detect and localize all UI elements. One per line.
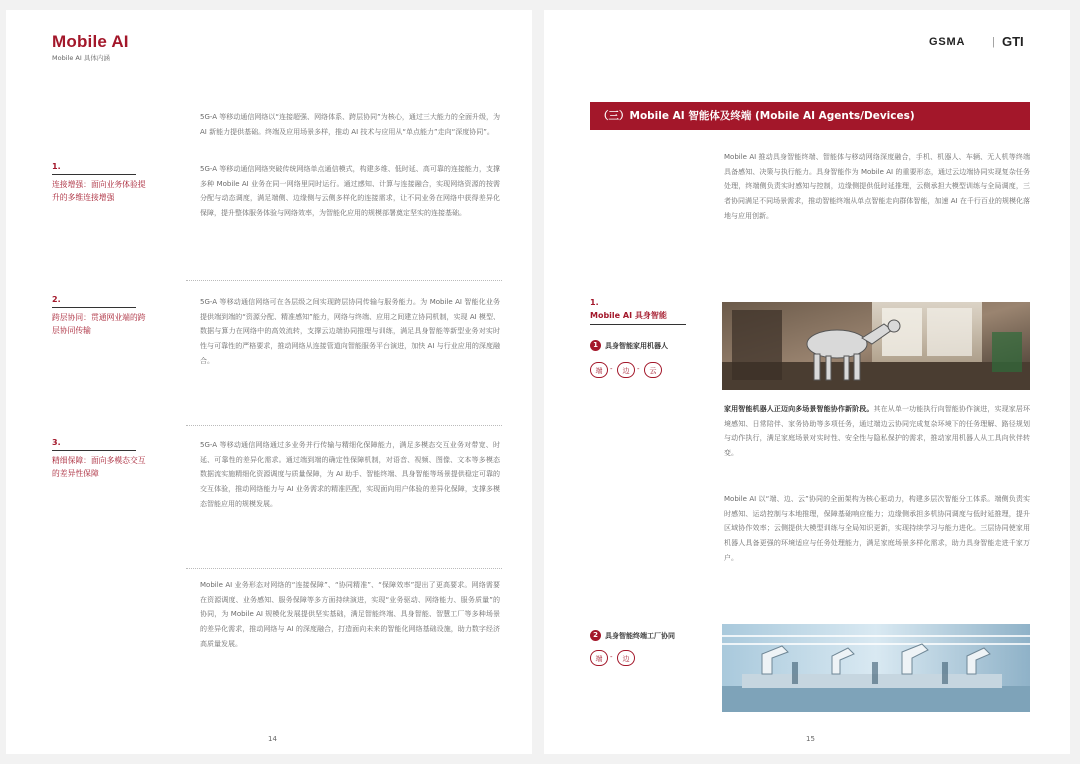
pill-cloud: 云 <box>644 362 662 378</box>
pill-device: 端 <box>590 650 608 666</box>
section-label: 连接增强：面向业务体验提升的多维连接增强 <box>52 180 146 202</box>
section-number: 1. <box>52 162 61 171</box>
section-number: 3. <box>52 438 61 447</box>
brand-separator: | <box>992 36 995 48</box>
item-lead: 家用智能机器人正迈向多场景智能协作新阶段。 <box>724 405 874 413</box>
section-paragraph: 5G-A 等移动通信网络突破传统网络单点通信模式，构建多维、低时延、高可靠的连接能力，支撑多种 Mobile AI 业务在同一网络里同时运行。通过感知、计算与连接融合，实现网络资源的按需分配与动态调度，满足端侧、边缘侧与云侧多样化的连接需求，让不同业务在网络中获得差异化保障，提升整体服务体验与网络效率，为智能化应用的规模部署奠定坚实的连接基础。 <box>200 165 500 218</box>
item-title: 具身智能家用机器人 <box>605 341 668 350</box>
item-paragraph <box>724 402 1030 461</box>
logo-subtitle: Mobile AI 具体内涵 <box>52 54 110 62</box>
dotted-divider <box>186 568 502 569</box>
section-paragraph: 5G-A 等移动通信网络通过多业务并行传输与精细化保障能力，满足多模态交互业务对带宽、时延、可靠性的差异化需求。通过端到端的确定性保障机制，对语音、视频、图像、文本等多模态数据流实施精细化资源调度与质量保障，为 AI 助手、智能终端、具身智能等场景提供稳定可靠的交互体验，推动网络能力与 AI 业务需求的精准匹配，实现面向用户体验的差异化保障，支撑多模态智能应用的规模发展。 <box>200 441 500 508</box>
item-text: 其在从单一功能执行向智能协作演进，实现家居环境感知、日常陪伴、家务协助等多项任务，通过端边云协同完成复杂环境下的任务理解、路径规划与动作执行，满足家庭场景对实时性、安全性与隐私保护的需求，推动家用机器人从工具向伙伴转变。 <box>724 405 1030 458</box>
section-paragraph: 5G-A 等移动通信网络可在各层级之间实现跨层协同传输与服务能力。为 Mobile AI 智能化业务提供端到端的“资源分配、精准感知”能力，网络与终端、应用之间建立协同机制，实现 AI 模型、数据与算力在网络中的高效流转，支撑云边端协同推理与训练，满足具身智能等新型业务对实时性与可靠性的严格要求，推动网络从连接管道向智能服务平台演进，加快 AI 与行业应用的深度融合。 <box>200 298 500 365</box>
section-number: 2. <box>52 295 61 304</box>
closing-paragraph: Mobile AI 业务形态对网络的“连接保障”、“协同精准”、“保障效率”提出了更高要求。网络需要在资源调度、业务感知、服务保障等多方面持续演进，实现“业务驱动、网络能力、服务质量”的协同，为 Mobile AI 规模化发展提供坚实基础，满足智能终端、具身智能、智慧工厂等多种场景的差异化需求，推动网络与 AI 的深度融合，打造面向未来的智能化网络基础设施，助力数字经济高质量发展。 <box>200 581 500 648</box>
factory-robot-photo <box>722 624 1030 712</box>
pill-device: 端 <box>590 362 608 378</box>
left-page <box>6 10 532 754</box>
home-robot-photo <box>722 302 1030 390</box>
section-divider <box>52 307 136 308</box>
dotted-divider <box>186 280 502 281</box>
item-title: 具身智能终端工厂协同 <box>605 631 675 640</box>
number-badge: 1 <box>590 340 601 351</box>
intro-paragraph: 5G-A 等移动通信网络以“连接超强、网络体系、跨层协同”为核心，通过三大能力的全面升级，为 AI 新能力提供基础。终端及应用场景多样，推动 AI 技术与应用从“单点能力”走向“深度协同”。 <box>200 113 500 136</box>
page-number: 14 <box>268 735 277 743</box>
item-paragraph-2: Mobile AI 以“端、边、云”协同的全面架构为核心驱动力，构建多层次智能分工体系。端侧负责实时感知、运动控制与本地推理，保障基础响应能力；边缘侧承担多机协同调度与低时延推理，提升区域协作效率；云侧提供大模型训练与全局知识更新，实现持续学习与能力进化。三层协同使家用机器人具备更强的环境适应与任务处理能力，满足家庭场景多样化需求，助力具身智能走进千家万户。 <box>724 495 1030 562</box>
section-label: 跨层协同：贯通网业端的跨层协同传输 <box>52 313 146 335</box>
logo-title: Mobile AI <box>52 32 129 51</box>
intro-paragraph: Mobile AI 推动具身智能终端、智能体与移动网络深度融合，手机、机器人、车辆、无人机等终端具备感知、决策与执行能力。具身智能作为 Mobile AI 的重要形态，通过云边端协同实现复杂任务处理，终端侧负责实时感知与控制，边缘侧提供低时延推理，云侧承担大模型训练与全局调度，三者协同满足不同场景需求，推动智能终端从单点智能走向群体智能，加速 AI 在千行百业的规模化落地与应用创新。 <box>724 153 1030 220</box>
section-title-bar: （三）Mobile AI 智能体及终端 (Mobile AI Agents/Devices) <box>590 102 1030 130</box>
pill-dash: - <box>610 365 613 373</box>
section-label: 精细保障：面向多模态交互的差异性保障 <box>52 456 146 478</box>
subsection-label: Mobile AI 具身智能 <box>590 311 667 320</box>
right-page <box>544 10 1070 754</box>
pill-dash: - <box>637 365 640 373</box>
page-number: 15 <box>806 735 815 743</box>
subsection-number: 1. <box>590 298 599 307</box>
item-heading <box>590 340 668 351</box>
pill-edge: 边 <box>617 362 635 378</box>
section-divider <box>52 450 136 451</box>
section-divider <box>52 174 136 175</box>
dotted-divider <box>186 425 502 426</box>
item-heading <box>590 630 675 641</box>
subsection-divider <box>590 324 686 325</box>
gsma-logo: GSMA <box>929 36 966 48</box>
pill-edge: 边 <box>617 650 635 666</box>
gti-logo: GTI <box>1002 34 1024 49</box>
number-badge: 2 <box>590 630 601 641</box>
pill-dash: - <box>610 653 613 661</box>
